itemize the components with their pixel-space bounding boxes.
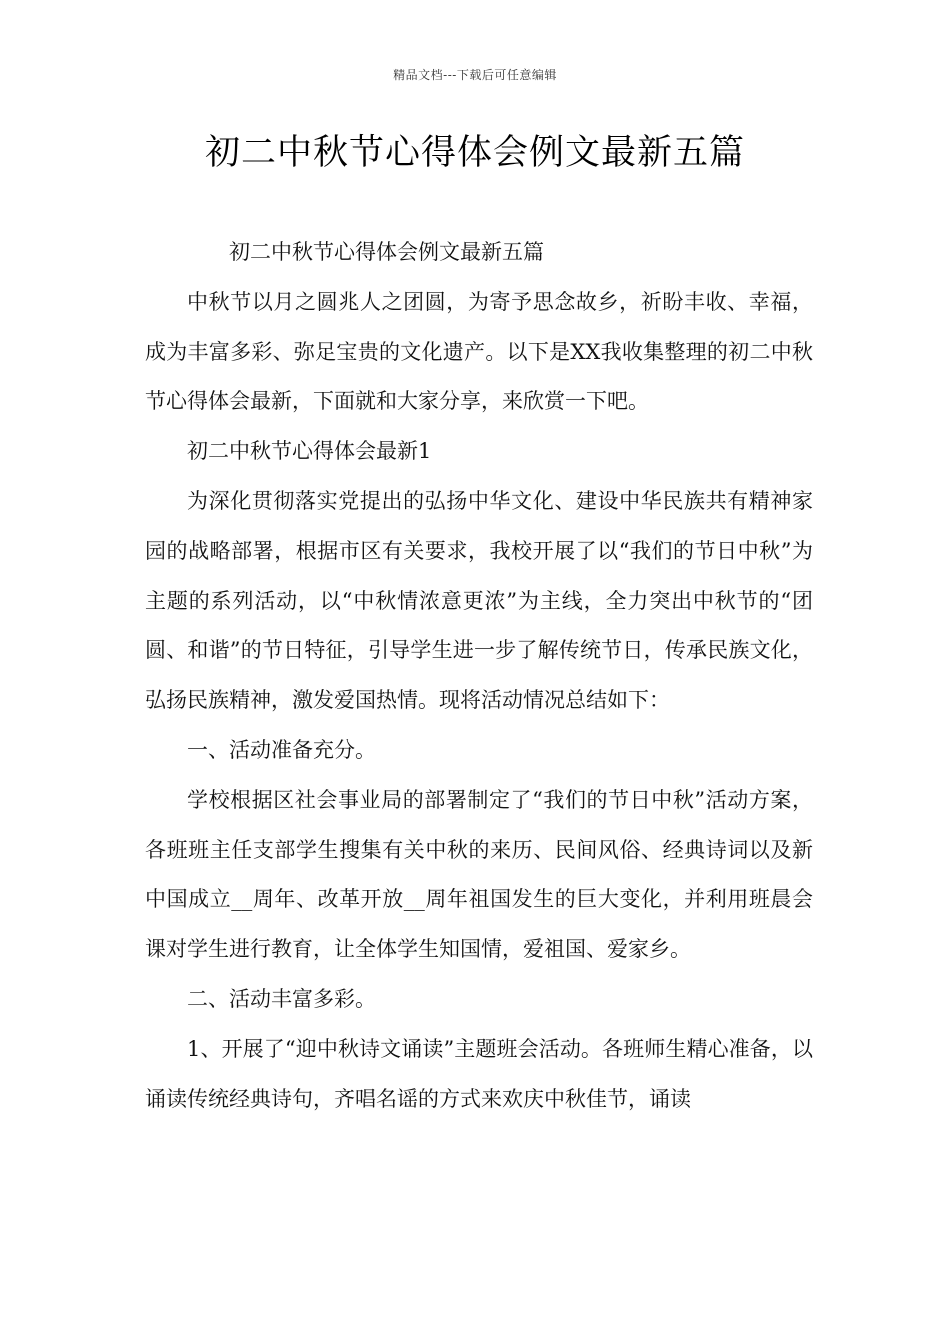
subtitle-paragraph: 初二中秋节心得体会例文最新五篇 — [229, 240, 544, 264]
intro-paragraph: 中秋节以月之圆兆人之团圆，为寄予思念故乡，祈盼丰收、幸福，成为丰富多彩、弥足宝贵的文化遗产。以下是XX我收集整理的初二中秋节心得体会最新，下面就和大家分享，来欣赏一下吧。 — [145, 289, 813, 414]
body-paragraph: 为深化贯彻落实党提出的弘扬中华文化、建设中华民族共有精神家园的战略部署，根据市区有关要求，我校开展了以“我们的节日中秋”为主题的系列活动，以“中秋情浓意更浓”为主线，全力突出中秋节的“团圆、和谐”的节日特征，引导学生进一步了解传统节日，传承民族文化，弘扬民族精神，激发爱国热情。现将活动情况总结如下： — [145, 488, 813, 713]
section-heading: 初二中秋节心得体会最新1 — [187, 439, 432, 464]
page-header-note: 精品文档---下载后可任意编辑 — [393, 68, 557, 82]
body-paragraph: 学校根据区社会事业局的部署制定了“我们的节日中秋”活动方案，各班班主任支部学生搜集有关中秋的来历、民间风俗、经典诗词以及新中国成立__周年、改革开放__周年祖国发生的巨大变化，并利用班晨会课对学生进行教育，让全体学生知国情，爱祖国、爱家乡。 — [145, 787, 813, 962]
document-body — [145, 228, 813, 1124]
section-heading: 二、活动丰富多彩。 — [187, 986, 376, 1011]
section-heading: 一、活动准备充分。 — [187, 737, 376, 762]
document-title: 初二中秋节心得体会例文最新五篇 — [204, 133, 745, 173]
body-paragraph: 1、开展了“迎中秋诗文诵读”主题班会活动。各班师生精心准备，以诵读传统经典诗句，齐唱名谣的方式来欢庆中秋佳节，诵读 — [145, 1036, 813, 1111]
